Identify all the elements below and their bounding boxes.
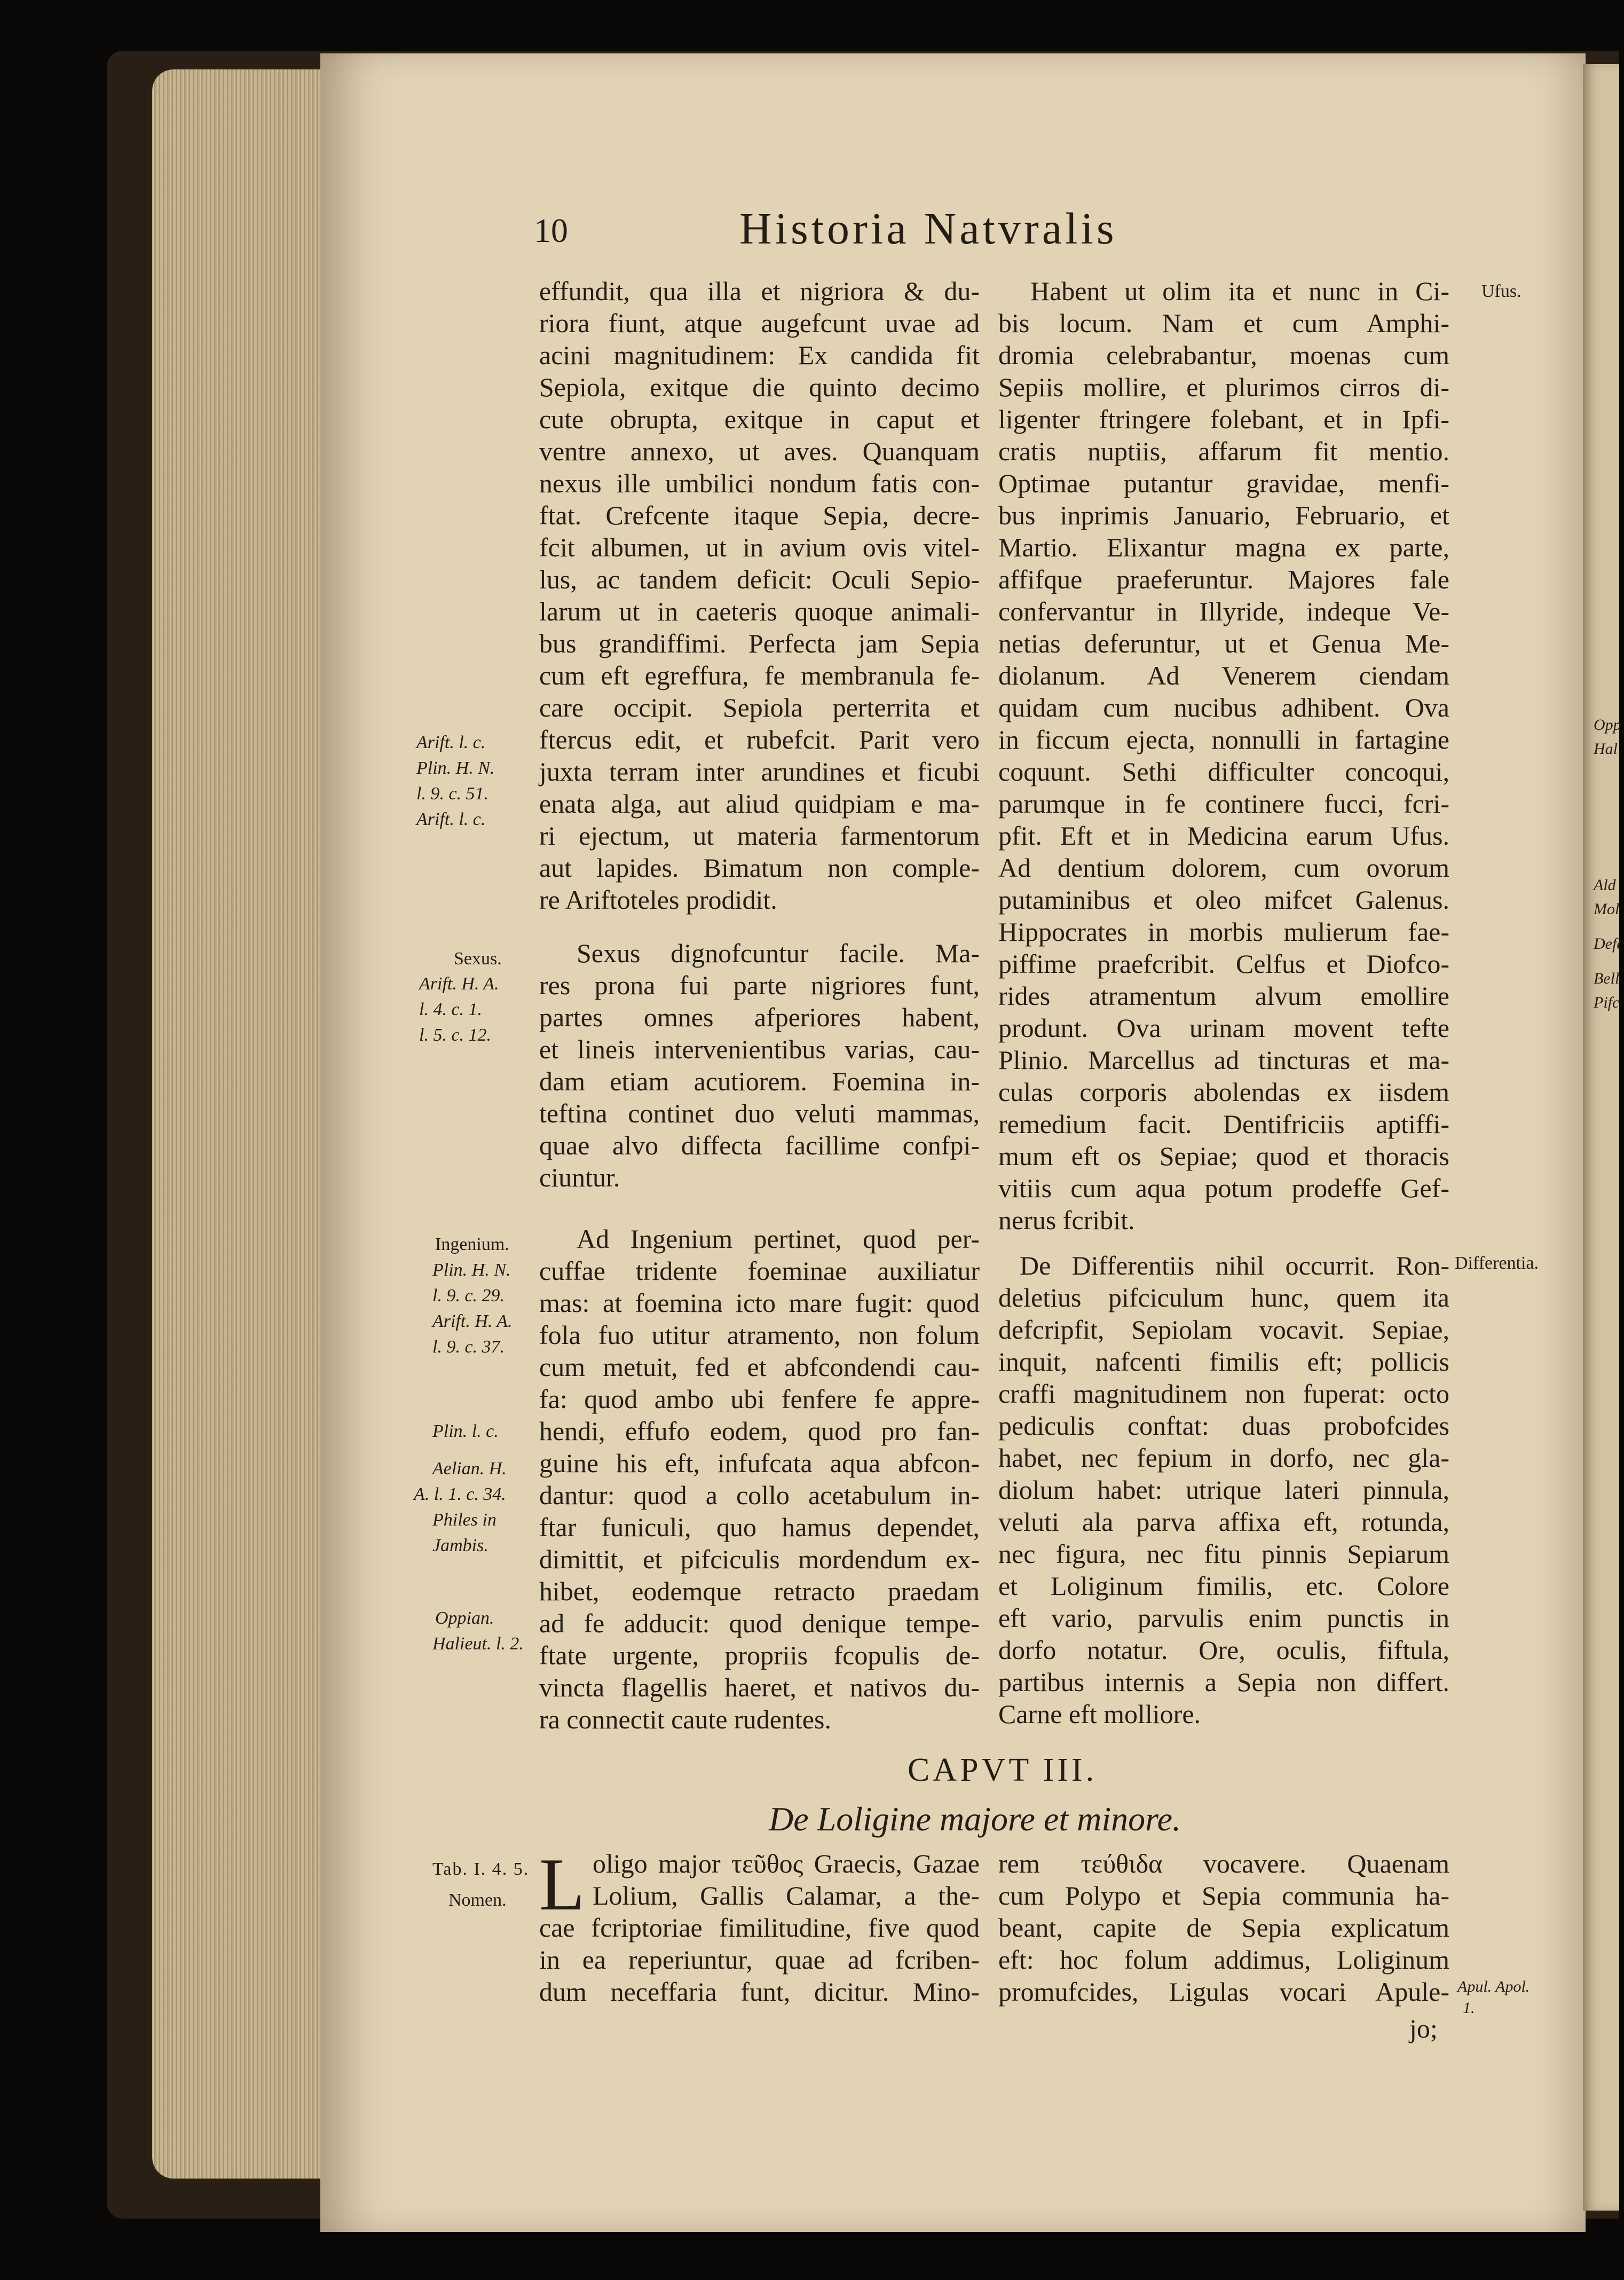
- text-line: bus inprimis Januario, Februario, et: [998, 500, 1449, 530]
- text-line: dantur: quod a collo acetabulum in-: [539, 1480, 980, 1510]
- next-page-edge: [1583, 64, 1619, 2211]
- text-line: et Loliginum fimilis, etc. Colore: [998, 1571, 1449, 1601]
- text-line: fcit albumen, ut in avium ovis vitel-: [539, 532, 980, 562]
- text-line: cum Polypo et Sepia communia ha-: [998, 1881, 1449, 1911]
- text-line: bus grandiffimi. Perfecta jam Sepia: [539, 628, 980, 658]
- text-line: fola fuo utitur atramento, non folum: [539, 1320, 980, 1350]
- margin-note: Plin. H. N.: [416, 758, 495, 778]
- margin-differentia: Differentia.: [1455, 1253, 1539, 1273]
- text-line: Lolium, Gallis Calamar, a the-: [593, 1881, 980, 1911]
- margin-note: l. 9. c. 29.: [432, 1286, 505, 1306]
- text-line: in ea reperiuntur, quae ad fcriben-: [539, 1945, 980, 1975]
- text-line: cae fcriptoriae fimilitudine, five quod: [539, 1913, 980, 1943]
- text-line: riora fiunt, atque augefcunt uvae ad: [539, 308, 980, 338]
- text-line: coquunt. Sethi difficulter concoqui,: [998, 757, 1449, 787]
- text-line: lus, ac tandem deficit: Oculi Sepio-: [539, 564, 980, 594]
- text-line: res prona fui parte nigriores funt,: [539, 970, 980, 1000]
- margin-note: l. 5. c. 12.: [419, 1025, 492, 1045]
- margin-note: Apul. Apol.: [1457, 1978, 1530, 1995]
- text-line: habet, nec fepium in dorfo, nec gla-: [998, 1443, 1449, 1473]
- text-line: Ad dentium dolorem, cum ovorum: [998, 853, 1449, 883]
- margin-note: Oppian.: [435, 1608, 494, 1628]
- text-line: hendi, effufo eodem, quod pro fan-: [539, 1416, 980, 1446]
- text-line: Hippocrates in morbis mulierum fae-: [998, 917, 1449, 947]
- text-line: fa: quod ambo ubi fenfere fe appre-: [539, 1384, 980, 1414]
- text-line: partes omnes afperiores habent,: [539, 1002, 980, 1032]
- page-number: 10: [534, 211, 568, 249]
- text-line: ad fe adducit: quod denique tempe-: [539, 1608, 980, 1638]
- text-line: ventre annexo, ut aves. Quanquam: [539, 436, 980, 466]
- margin-note: l. 4. c. 1.: [419, 1000, 483, 1019]
- margin-note: A. l. 1. c. 34.: [414, 1484, 506, 1504]
- text-line: deletius pifciculum hunc, quem ita: [998, 1283, 1449, 1312]
- text-line: ligenter ftringere folebant, et in Ipfi-: [998, 404, 1449, 434]
- text-line: dromia celebrabantur, moenas cum: [998, 340, 1449, 370]
- text-line: culas corporis abolendas ex iisdem: [998, 1077, 1449, 1107]
- next-page-fragment: Mol: [1594, 900, 1620, 918]
- margin-note: Philes in: [432, 1510, 496, 1530]
- text-line: hibet, eodemque retracto praedam: [539, 1576, 980, 1606]
- margin-note: Arift. l. c.: [416, 733, 486, 752]
- text-line: rides atramentum alvum emollire: [998, 981, 1449, 1011]
- next-page-fragment: Bell: [1594, 970, 1620, 987]
- drop-cap: L: [539, 1843, 585, 1926]
- left-column-block3: [539, 1223, 980, 1735]
- text-line: Plinio. Marcellus ad tincturas et ma-: [998, 1045, 1449, 1075]
- left-column-block2: [539, 937, 980, 1193]
- catchword: jo;: [1409, 2014, 1438, 2043]
- margin-note: Arift. l. c.: [416, 809, 486, 829]
- text-line: dam etiam acutiorem. Foemina in-: [539, 1066, 980, 1096]
- margin-note: Halieut. l. 2.: [432, 1634, 524, 1654]
- next-page-fragment: Opp: [1594, 716, 1621, 734]
- text-line: in ficcum ejecta, nonnulli in fartagine: [998, 725, 1449, 754]
- text-line: pfit. Eft et in Medicina earum Ufus.: [998, 821, 1449, 851]
- text-line: rem τεύθιδα vocavere. Quaenam: [998, 1849, 1449, 1878]
- margin-usus: Ufus.: [1481, 281, 1521, 301]
- margin-ingenium: Ingenium.: [435, 1235, 509, 1254]
- right-column-block2: [998, 1249, 1449, 1730]
- margin-note: l. 9. c. 37.: [432, 1337, 505, 1357]
- text-line: guine his eft, infufcata aqua abfcon-: [539, 1448, 980, 1478]
- text-line: cratis nuptiis, affarum fit mentio.: [998, 436, 1449, 466]
- text-line: re Ariftoteles prodidit.: [539, 885, 777, 915]
- margin-note: l. 9. c. 51.: [416, 784, 489, 804]
- text-line: cuffae tridente foeminae auxiliatur: [539, 1256, 980, 1286]
- text-line: ftercus edit, et rubefcit. Parit vero: [539, 725, 980, 754]
- text-line: cum metuit, fed et abfcondendi cau-: [539, 1352, 980, 1382]
- text-line: aut lapides. Bimatum non comple-: [539, 853, 980, 883]
- chapter-heading: CAPVT III.: [908, 1752, 1098, 1788]
- text-line: diolum habet: utrique lateri pinnula,: [998, 1475, 1449, 1505]
- text-line: pediculis conftat: duas probofcides: [998, 1411, 1449, 1441]
- margin-note: Plin. l. c.: [432, 1421, 499, 1441]
- text-line: dimittit, et pifciculis mordendum ex-: [539, 1544, 980, 1574]
- page-edges: [152, 69, 328, 2179]
- text-line: produnt. Ova urinam movent tefte: [998, 1013, 1449, 1043]
- margin-note: Aelian. H.: [432, 1459, 507, 1479]
- text-line: ciuntur.: [539, 1162, 620, 1192]
- text-line: vitiis cum aqua potum prodeffe Gef-: [998, 1173, 1449, 1203]
- text-line: affifque praeferuntur. Majores fale: [998, 564, 1449, 594]
- margin-note: Plin. H. N.: [432, 1260, 511, 1280]
- text-line: quae alvo diffecta facillime confpi-: [539, 1130, 980, 1160]
- text-line: Sexus dignofcuntur facile. Ma-: [577, 938, 980, 968]
- text-line: eft: hoc folum addimus, Loliginum: [998, 1945, 1449, 1975]
- text-line: dorfo notatur. Ore, oculis, fiftula,: [998, 1635, 1449, 1665]
- text-line: eft vario, parvulis enim punctis in: [998, 1603, 1449, 1633]
- text-line: ra connectit caute rudentes.: [539, 1704, 831, 1734]
- next-page-fragment: Defc: [1594, 935, 1624, 953]
- text-line: veluti ala parva affixa eft, rotunda,: [998, 1507, 1449, 1537]
- text-line: vincta flagellis haeret, et nativos du-: [539, 1672, 980, 1702]
- text-line: ftate urgente, propriis fcopulis de-: [539, 1640, 980, 1670]
- text-line: teftina continet duo veluti mammas,: [539, 1098, 980, 1128]
- text-line: cute obrupta, exitque in caput et: [539, 404, 980, 434]
- text-line: craffi magnitudinem non fuperat: octo: [998, 1379, 1449, 1409]
- next-page-fragment: Pifc: [1594, 994, 1620, 1011]
- text-line: nexus ille umbilici nondum fatis con-: [539, 468, 980, 498]
- text-line: effundit, qua illa et nigriora & du-: [539, 276, 980, 306]
- text-line: larum ut in caeteris quoque animali-: [539, 596, 980, 626]
- right-column-block1: [998, 275, 1449, 1236]
- text-line: Martio. Elixantur magna ex parte,: [998, 532, 1449, 562]
- text-line: Carne eft molliore.: [998, 1699, 1201, 1729]
- margin-note: Jambis.: [432, 1536, 488, 1555]
- margin-sexus: Sexus.: [454, 949, 502, 969]
- text-line: ftar funiculi, quo hamus dependet,: [539, 1512, 980, 1542]
- text-line: Sepiis mollire, et plurimos cirros di-: [998, 372, 1449, 402]
- text-line: Optimae putantur gravidae, menfi-: [998, 468, 1449, 498]
- margin-nomen: Nomen.: [448, 1890, 507, 1910]
- text-line: quidam cum nucibus adhibent. Ova: [998, 693, 1449, 722]
- next-page-fragment: Ald: [1594, 876, 1616, 894]
- margin-tab: Tab. I. 4. 5.: [432, 1859, 530, 1879]
- text-line: bis locum. Nam et cum Amphi-: [998, 308, 1449, 338]
- text-line: remedium facit. Dentifriciis aptiffi-: [998, 1109, 1449, 1139]
- text-line: promufcides, Ligulas vocari Apule-: [998, 1977, 1449, 2007]
- text-line: ftat. Crefcente itaque Sepia, decre-: [539, 500, 980, 530]
- text-line: beant, capite de Sepia explicatum: [998, 1913, 1449, 1943]
- chapter-right-column: [998, 1847, 1449, 2008]
- text-line: netias deferuntur, ut et Genua Me-: [998, 628, 1449, 658]
- chapter-subtitle: De Loligine majore et minore.: [769, 1800, 1181, 1838]
- text-line: acini magnitudinem: Ex candida fit: [539, 340, 980, 370]
- text-line: diolanum. Ad Venerem ciendam: [998, 661, 1449, 690]
- text-line: oligo major τεῦθος Graecis, Gazae: [593, 1849, 980, 1878]
- text-line: et lineis intervenientibus varias, cau-: [539, 1034, 980, 1064]
- text-line: dum neceffaria funt, dicitur. Mino-: [539, 1977, 980, 2007]
- text-line: Habent ut olim ita et nunc in Ci-: [1030, 276, 1449, 306]
- text-line: care occipit. Sepiola perterrita et: [539, 693, 980, 722]
- text-line: Sepiola, exitque die quinto decimo: [539, 372, 980, 402]
- text-line: confervantur in Illyride, indeque Ve-: [998, 596, 1449, 626]
- margin-note: Arift. H. A.: [432, 1311, 513, 1331]
- next-page-fragment: Hal: [1594, 740, 1618, 758]
- text-line: nec figura, nec fitu pinnis Sepiarum: [998, 1539, 1449, 1569]
- running-title: Historia Natvralis: [739, 204, 1117, 254]
- text-line: cum eft egreffura, fe membranula fe-: [539, 661, 980, 690]
- text-line: putaminibus et oleo mifcet Galenus.: [998, 885, 1449, 915]
- text-line: partibus internis a Sepia non differt.: [998, 1667, 1449, 1697]
- text-line: parumque in fe continere fucci, fcri-: [998, 789, 1449, 819]
- text-line: enata alga, aut aliud quidpiam e ma-: [539, 789, 980, 819]
- text-line: De Differentiis nihil occurrit. Ron-: [1020, 1251, 1449, 1280]
- chapter-left-column: [539, 1843, 980, 2008]
- text-line: ri ejectum, ut materia farmentorum: [539, 821, 980, 851]
- margin-note: 1.: [1463, 1999, 1475, 2017]
- text-line: mas: at foemina icto mare fugit: quod: [539, 1288, 980, 1318]
- text-line: inquit, nafcenti fimilis eft; pollicis: [998, 1347, 1449, 1377]
- text-line: Ad Ingenium pertinet, quod per-: [577, 1224, 980, 1254]
- left-column-block1: [539, 275, 980, 916]
- text-line: piffime praefcribit. Celfus et Diofco-: [998, 949, 1449, 979]
- text-line: defcripfit, Sepiolam vocavit. Sepiae,: [998, 1315, 1449, 1345]
- text-line: mum eft os Sepiae; quod et thoracis: [998, 1141, 1449, 1171]
- margin-note: Arift. H. A.: [419, 974, 499, 994]
- text-line: juxta terram inter arundines et ficubi: [539, 757, 980, 787]
- text-line: nerus fcribit.: [998, 1205, 1135, 1235]
